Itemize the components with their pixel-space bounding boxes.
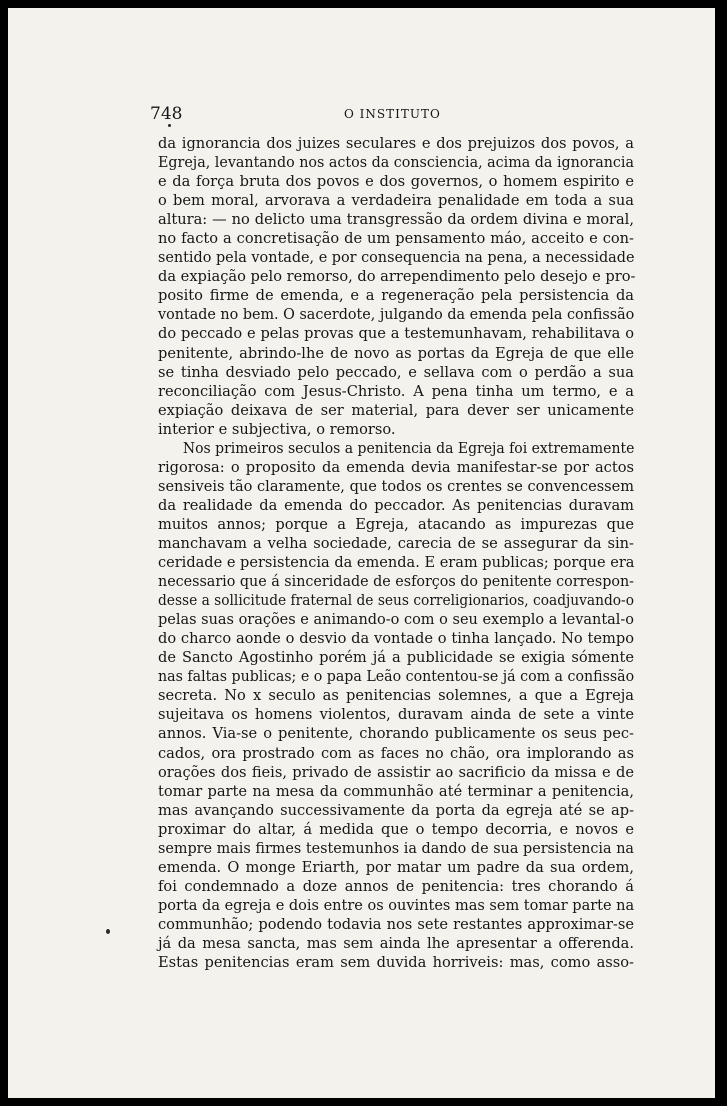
text-line: porta da egreja e dois entre os ouvintes mas sem tomar parte na: [158, 896, 635, 914]
text-line: penitente, abrindo-lhe de novo as portas da Egreja de que elle: [158, 344, 634, 362]
text-line: Nos primeiros seculos a penitencia da Egreja foi extremamente: [182, 439, 635, 457]
text-line: interior e subjectiva, o remorso.: [158, 420, 396, 438]
text-line: e da força bruta dos povos e dos governos, o homem espirito e: [158, 173, 634, 191]
text-line: vontade no bem. O sacerdote, julgando da emenda pela confissão: [158, 306, 635, 324]
text-line: se tinha desviado pelo peccado, e sellava com o perdão a sua: [158, 363, 634, 381]
text-line: da realidade da emenda do peccador. As penitencias duravam: [158, 496, 634, 514]
text-line: desse a sollicitude fraternal de seus correligionarios, coadjuvando-o: [158, 592, 634, 610]
text-line: sensiveis tão claramente, que todos os crentes se convencessem: [158, 477, 634, 495]
text-line: mas avançando successivamente da porta da egreja até se ap-: [158, 801, 634, 819]
text-line: da ignorancia dos juizes seculares e dos prejuizos dos povos, a: [158, 135, 634, 152]
scan-speck: [106, 929, 110, 934]
text-line: Estas penitencias eram sem duvida horriveis: mas, como asso-: [158, 954, 634, 972]
text-line: annos. Via-se o penitente, chorando publicamente os seus pec-: [158, 725, 634, 743]
text-line: emenda. O monge Eriarth, por matar um padre da sua ordem,: [158, 858, 634, 876]
text-line: secreta. No x seculo as penitencias solemnes, a que a Egreja: [158, 687, 634, 705]
text-line: nas faltas publicas; e o papa Leão contentou-se já com a confissão: [158, 668, 635, 686]
text-line: rigorosa: o proposito da emenda devia manifestar-se por actos: [158, 458, 634, 476]
running-title: O INSTITUTO: [344, 107, 441, 121]
text-line: Egreja, levantando nos actos da consciencia, acima da ignorancia: [158, 154, 634, 172]
text-line: foi condemnado a doze annos de penitencia: tres chorando á: [158, 877, 634, 895]
text-line: reconciliação com Jesus-Christo. A pena tinha um termo, e a: [158, 382, 634, 400]
text-line: communhão; podendo todavia nos sete restantes approximar-se: [158, 915, 634, 933]
text-line: orações dos fieis, privado de assistir ao sacrificio da missa e de: [158, 763, 634, 781]
text-line: da expiação pelo remorso, do arrependimento pelo desejo e pro-: [158, 268, 636, 286]
text-line: sujeitava os homens violentos, duravam ainda de sete a vinte: [158, 706, 634, 724]
text-line: manchavam a velha sociedade, carecia de se assegurar da sin-: [158, 534, 634, 552]
text-line: cados, ora prostrado com as faces no chão, ora implorando as: [158, 744, 634, 762]
text-line: ceridade e persistencia da emenda. E eram publicas; porque era: [158, 554, 635, 572]
text-line: posito firme de emenda, e a regeneração pela persistencia da: [158, 287, 634, 305]
scan-speck: [168, 124, 171, 127]
text-line: necessario que á sinceridade de esforços do penitente correspon-: [158, 573, 634, 591]
text-line: expiação deixava de ser material, para dever ser unicamente: [158, 401, 634, 419]
text-line: sempre mais firmes testemunhos ia dando de sua persistencia na: [158, 839, 634, 857]
text-line: muitos annos; porque a Egreja, atacando as impurezas que: [158, 515, 634, 533]
text-line: de Sancto Agostinho porém já a publicidade se exigia sómente: [158, 649, 634, 667]
text-line: sentido pela vontade, e por consequencia na pena, a necessidade: [158, 249, 635, 267]
body-text: [158, 134, 634, 972]
page-header: [150, 104, 638, 126]
text-line: do charco aonde o desvio da vontade o tinha lançado. No tempo: [158, 630, 634, 648]
text-line: no facto a concretisação de um pensamento máo, acceito e con-: [158, 230, 634, 248]
text-line: do peccado e pelas provas que a testemunhavam, rehabilitava o: [158, 325, 634, 343]
scanned-book-page: [8, 8, 715, 1098]
text-line: proximar do altar, á medida que o tempo decorria, e novos e: [158, 820, 634, 838]
page-number: 748: [150, 104, 183, 124]
text-line: altura: — no delicto uma transgressão da ordem divina e moral,: [158, 211, 634, 229]
text-line: o bem moral, arvorava a verdadeira penalidade em toda a sua: [158, 192, 634, 210]
text-line: já da mesa sancta, mas sem ainda lhe apresentar a offerenda.: [158, 934, 634, 952]
text-line: pelas suas orações e animando-o com o seu exemplo a levantal-o: [158, 611, 634, 629]
text-line: tomar parte na mesa da communhão até terminar a penitencia,: [158, 782, 634, 800]
